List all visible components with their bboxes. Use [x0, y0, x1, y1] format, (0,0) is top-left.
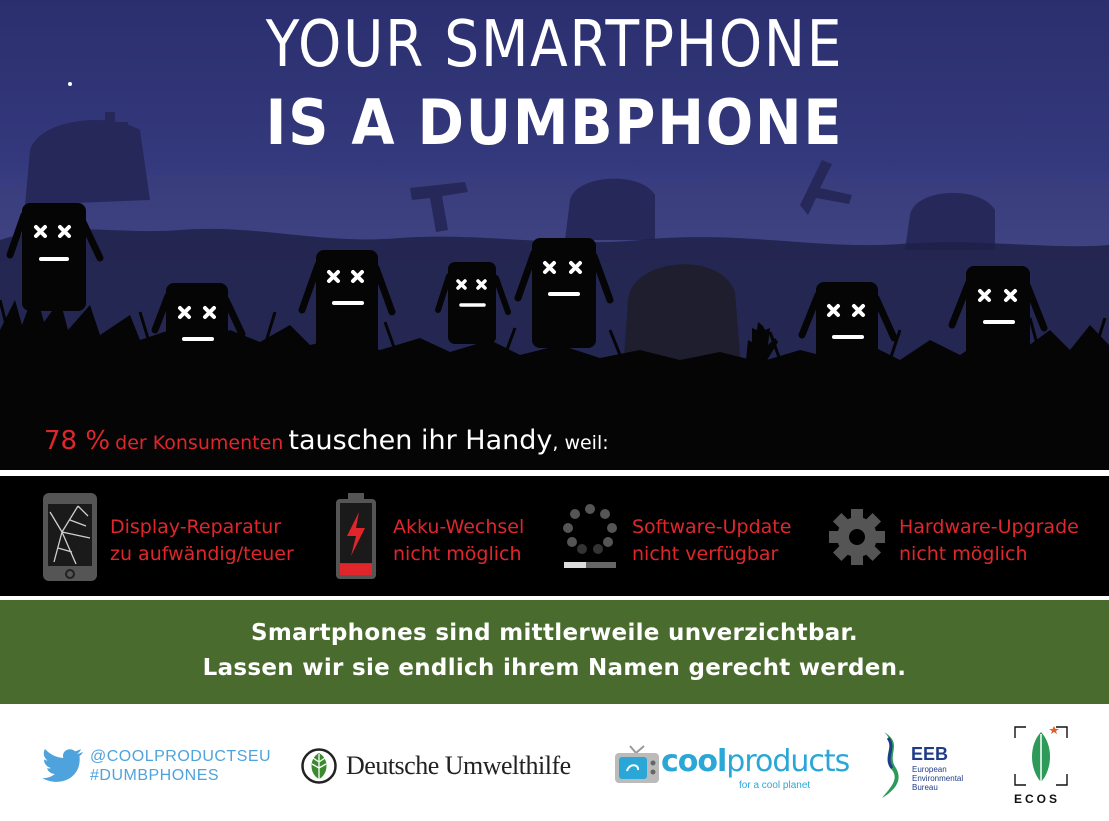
stat-action: tauschen ihr Handy — [288, 425, 553, 456]
eeb-name-line: Environmental — [912, 774, 964, 783]
coolproducts-products: products — [726, 744, 850, 779]
claim-line-2: Lassen wir sie endlich ihrem Namen gerecht werden. — [202, 655, 907, 681]
twitter-handle[interactable]: @COOLPRODUCTSEU — [90, 748, 272, 765]
stat-consumers: der Konsumenten — [115, 432, 284, 454]
reason-line-2: nicht möglich — [393, 543, 522, 565]
ecos-logo-text: ECOS — [1014, 792, 1061, 806]
reason-line-2: zu aufwändig/teuer — [110, 543, 294, 565]
reason-line-1: Software-Update — [632, 516, 792, 538]
duh-logo-text: Deutsche Umwelthilfe — [346, 751, 571, 780]
reason-text — [110, 514, 294, 568]
reason-line-1: Hardware-Upgrade — [899, 516, 1079, 538]
reason-text — [632, 514, 791, 568]
reason-line-2: nicht verfügbar — [632, 543, 779, 565]
reason-hardware — [820, 476, 1109, 596]
title-line-2: IS A DUMBPHONE — [265, 86, 844, 159]
title-line-1: YOUR SMARTPHONE — [265, 8, 844, 82]
stat-because: , weil: — [552, 432, 609, 454]
reason-text — [899, 514, 1079, 568]
claim-band — [0, 600, 1109, 704]
reason-line-2: nicht möglich — [899, 543, 1028, 565]
coolproducts-cool: cool — [661, 744, 727, 779]
footer-logos — [0, 704, 1109, 821]
loading-spinner-icon — [560, 504, 620, 570]
coolproducts-tagline: for a cool planet — [739, 780, 811, 791]
gear-icon — [828, 508, 886, 566]
eeb-swoosh-icon — [878, 730, 906, 800]
reason-line-1: Akku-Wechsel — [393, 516, 525, 538]
eeb-name-line: European — [912, 765, 947, 774]
reason-display — [0, 476, 300, 596]
reasons-band — [0, 476, 1109, 596]
reason-line-1: Display-Reparatur — [110, 516, 282, 538]
reason-software — [540, 476, 820, 596]
globe-leaf-icon — [301, 748, 337, 784]
claim-line-1: Smartphones sind mittlerweile unverzichtbar. — [251, 620, 858, 646]
hashtag[interactable]: #DUMBPHONES — [90, 767, 220, 784]
eeb-name-line: Bureau — [912, 783, 938, 792]
stat-percent: 78 % — [44, 426, 111, 456]
reason-battery — [300, 476, 540, 596]
twitter-bird-icon[interactable] — [42, 748, 84, 782]
coolproducts-logo — [661, 744, 849, 779]
broken-phone-icon — [42, 492, 98, 582]
eeb-name — [912, 765, 963, 792]
statistic-line — [44, 425, 609, 456]
eeb-abbr: EEB — [911, 744, 949, 764]
tv-icon — [614, 744, 660, 786]
ecos-emblem-icon — [1012, 724, 1070, 788]
reason-text — [393, 514, 524, 568]
battery-icon — [334, 492, 378, 580]
